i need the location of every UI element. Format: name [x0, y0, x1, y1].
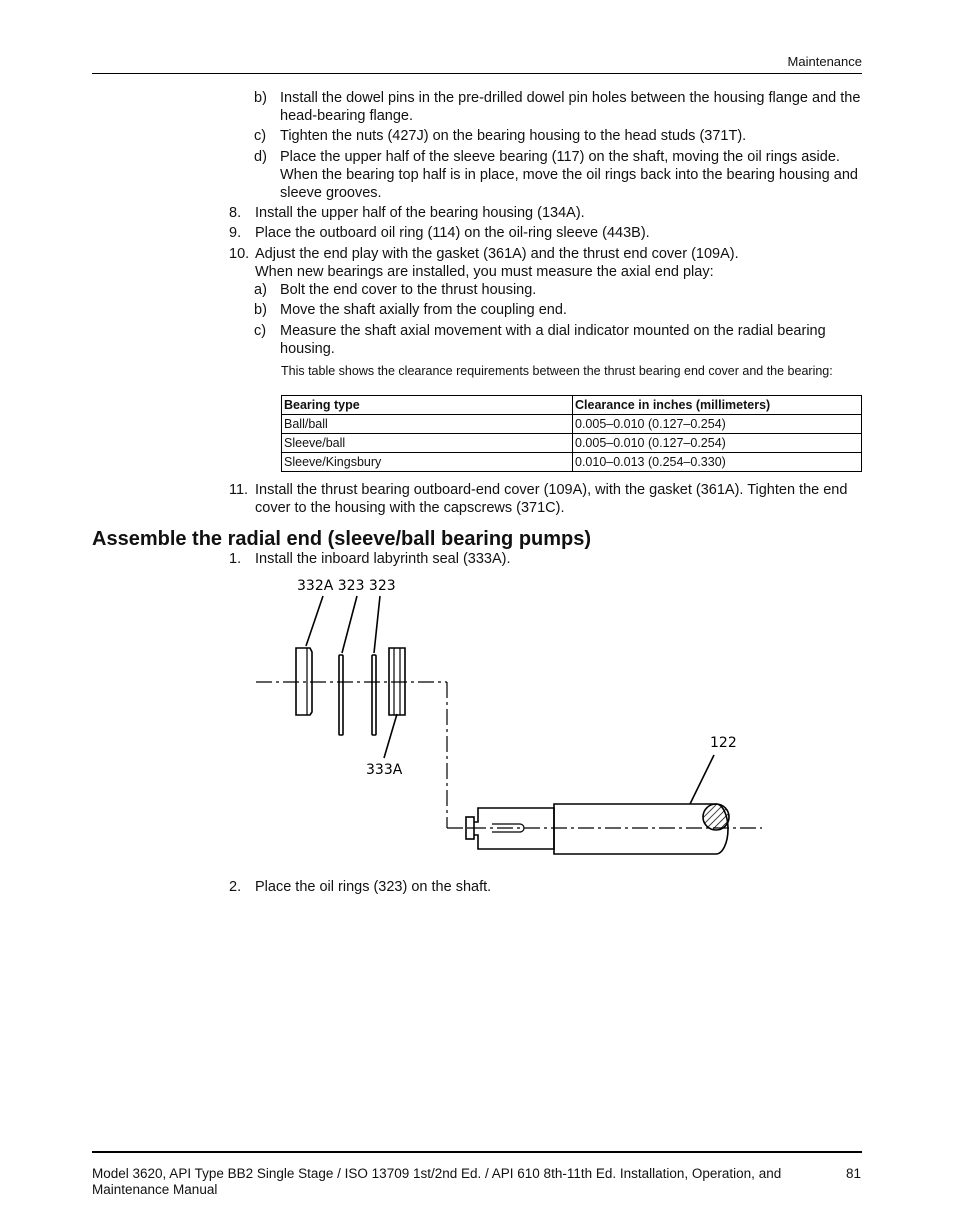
header-rule	[92, 73, 862, 74]
oil-ring-2	[372, 655, 376, 735]
step-8: 8. Install the upper half of the bearing housing (134A).	[229, 205, 585, 221]
table-row	[282, 434, 862, 453]
clearance-table	[281, 395, 862, 472]
oil-ring-1	[339, 655, 343, 735]
section-step-1: 1. Install the inboard labyrinth seal (333A).	[229, 551, 511, 567]
callout-333a: 333A	[366, 762, 403, 778]
step-10: 10. Adjust the end play with the gasket (361A) and the thrust end cover (109A). When new bearings are installed, you must measure the axial end play:	[229, 245, 869, 281]
table-row	[282, 453, 862, 472]
step-d: d) Place the upper half of the sleeve bearing (117) on the shaft, moving the oil rings aside. When the bearing top half is in place, move the oil rings back into the bearing housing and sleeve grooves.	[254, 149, 858, 201]
step-b: b) Install the dowel pins in the pre-drilled dowel pin holes between the housing flange and the head-bearing flange.	[254, 90, 861, 124]
page-number: 81	[845, 1166, 861, 1181]
leader-323b	[374, 596, 380, 653]
section-step-2: 2. Place the oil rings (323) on the shaft.	[229, 879, 492, 895]
footer-title: Model 3620, API Type BB2 Single Stage / ISO 13709 1st/2nd Ed. / API 610 8th-11th Ed. Installation, Operation, and Maintenance Manual	[92, 1166, 782, 1197]
col-header-clearance: Clearance in inches (millimeters)	[573, 396, 862, 415]
leader-333a	[384, 714, 397, 758]
table-header-row	[282, 396, 862, 415]
table-cell: 0.010–0.013 (0.254–0.330)	[573, 453, 862, 472]
table-cell: Sleeve/ball	[282, 434, 573, 453]
footer-rule	[92, 1151, 862, 1153]
table-cell: 0.005–0.010 (0.127–0.254)	[573, 434, 862, 453]
step-10b: b) Move the shaft axially from the coupling end.	[254, 302, 567, 318]
section-title: Assemble the radial end (sleeve/ball bearing pumps)	[92, 528, 592, 550]
step-10a: a) Bolt the end cover to the thrust housing.	[254, 282, 537, 298]
leader-323a	[342, 596, 357, 653]
step-11: 11. Install the thrust bearing outboard-end cover (109A), with the gasket (361A). Tighten the end cover to the housing with the capscrews (371C).	[229, 482, 848, 516]
table-caption: This table shows the clearance requirements between the thrust bearing end cover and the bearing:	[281, 364, 833, 378]
callout-122: 122	[710, 735, 737, 751]
step-c: c) Tighten the nuts (427J) on the bearing housing to the head studs (371T).	[254, 128, 747, 144]
shaft-122	[554, 804, 728, 854]
leader-332a	[306, 596, 323, 646]
table-row	[282, 415, 862, 434]
radial-end-assembly-diagram	[250, 572, 770, 867]
table-cell: 0.005–0.010 (0.127–0.254)	[573, 415, 862, 434]
col-header-bearing-type: Bearing type	[282, 396, 573, 415]
leader-122	[690, 755, 714, 804]
running-header: Maintenance	[787, 54, 862, 69]
table-cell: Ball/ball	[282, 415, 573, 434]
step-10-note: When new bearings are installed, you must measure the axial end play:	[255, 264, 714, 280]
shaft-section-hatch	[703, 804, 729, 830]
table-cell: Sleeve/Kingsbury	[282, 453, 573, 472]
step-9: 9. Place the outboard oil ring (114) on the oil-ring sleeve (443B).	[229, 225, 650, 241]
step-10c: c) Measure the shaft axial movement with a dial indicator mounted on the radial bearing housing.	[254, 323, 826, 357]
callout-top: 332A 323 323	[297, 578, 396, 594]
